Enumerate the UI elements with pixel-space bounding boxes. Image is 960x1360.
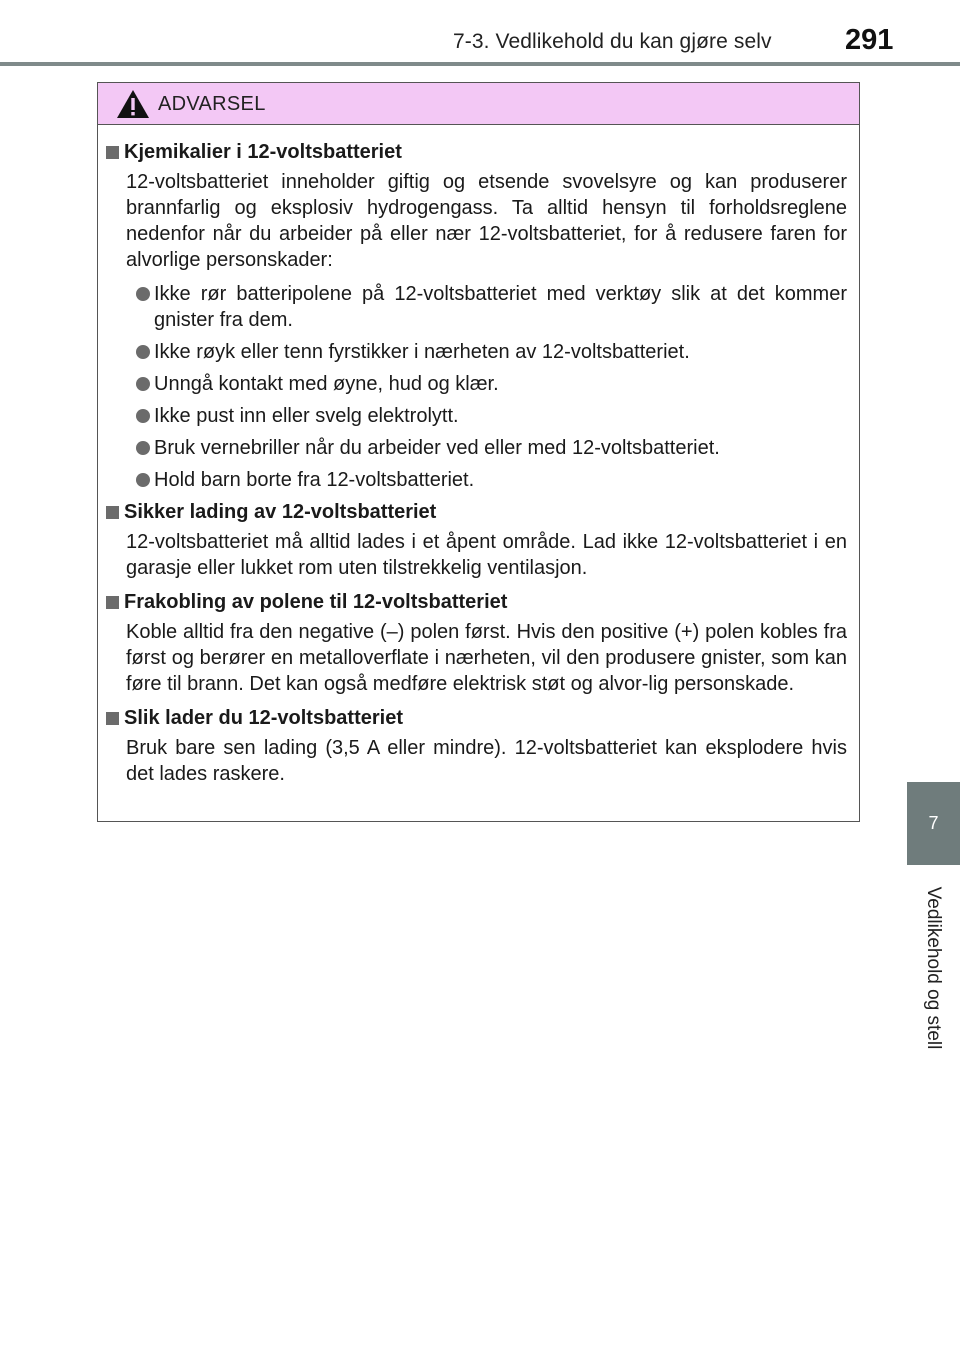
round-bullet-icon bbox=[136, 377, 150, 391]
round-bullet-icon bbox=[136, 441, 150, 455]
chapter-number: 7 bbox=[928, 813, 939, 833]
page-number: 291 bbox=[845, 24, 894, 56]
section-heading bbox=[106, 705, 847, 731]
header-divider bbox=[0, 62, 960, 66]
chapter-tab bbox=[907, 782, 960, 865]
section-heading bbox=[106, 139, 847, 165]
list-item-text: Ikke rør batteripolene på 12-voltsbatteriet med verktøy slik at det kommer gnister fra dem. bbox=[154, 283, 847, 331]
section-paragraph: 12-voltsbatteriet inneholder giftig og etsende svovelsyre og kan produserer brannfarlig og eksplosiv hydrogengass. Ta alltid hensyn til forholdsreglene nedenfor når du arbeider på eller nær 12-voltsbatteriet, for å redusere faren for alvorlige personskader: bbox=[126, 171, 847, 271]
round-bullet-icon bbox=[136, 287, 150, 301]
chapter-label: Vedlikehold og stell bbox=[923, 886, 944, 1050]
section-heading bbox=[106, 589, 847, 615]
warning-header bbox=[98, 83, 859, 125]
section-heading-text: Slik lader du 12-voltsbatteriet bbox=[124, 707, 403, 729]
section-paragraph: 12-voltsbatteriet må alltid lades i et åpent område. Lad ikke 12-voltsbatteriet i en garasje eller lukket rom uten tilstrekkelig ventilasjon. bbox=[126, 531, 847, 579]
list-item bbox=[136, 281, 847, 333]
round-bullet-icon bbox=[136, 473, 150, 487]
section-heading-text: Sikker lading av 12-voltsbatteriet bbox=[124, 501, 437, 523]
list-item-text: Ikke pust inn eller svelg elektrolytt. bbox=[154, 405, 459, 427]
page-header bbox=[0, 0, 960, 70]
list-item bbox=[136, 435, 847, 461]
round-bullet-icon bbox=[136, 345, 150, 359]
list-item bbox=[136, 339, 847, 365]
section-heading bbox=[106, 499, 847, 525]
warning-title: ADVARSEL bbox=[158, 93, 266, 115]
warning-box bbox=[97, 82, 860, 822]
list-item-text: Bruk vernebriller når du arbeider ved eller med 12-voltsbatteriet. bbox=[154, 437, 720, 459]
round-bullet-icon bbox=[136, 409, 150, 423]
list-item bbox=[136, 371, 847, 397]
square-bullet-icon bbox=[106, 712, 119, 725]
section-paragraph: Bruk bare sen lading (3,5 A eller mindre). 12-voltsbatteriet kan eksplodere hvis det lades raskere. bbox=[126, 737, 847, 785]
section-heading-text: Kjemikalier i 12-voltsbatteriet bbox=[124, 141, 402, 163]
list-item-text: Hold barn borte fra 12-voltsbatteriet. bbox=[154, 469, 475, 491]
list-item-text: Ikke røyk eller tenn fyrstikker i nærheten av 12-voltsbatteriet. bbox=[154, 341, 690, 363]
square-bullet-icon bbox=[106, 146, 119, 159]
square-bullet-icon bbox=[106, 596, 119, 609]
warning-triangle-icon bbox=[116, 89, 150, 119]
list-item bbox=[136, 403, 847, 429]
section-heading-text: Frakobling av polene til 12-voltsbatteriet bbox=[124, 591, 508, 613]
section-paragraph: Koble alltid fra den negative (–) polen først. Hvis den positive (+) polen kobles fra først og berører en metalloverflate i nærheten, vil den produsere gnister, som kan føre til brann. Det kan også medføre elektrisk støt og alvor-lig personskade. bbox=[126, 621, 847, 695]
list-item bbox=[136, 467, 847, 493]
square-bullet-icon bbox=[106, 506, 119, 519]
section-title: 7-3. Vedlikehold du kan gjøre selv bbox=[453, 30, 772, 53]
warning-body bbox=[98, 125, 859, 787]
list-item-text: Unngå kontakt med øyne, hud og klær. bbox=[154, 373, 499, 395]
